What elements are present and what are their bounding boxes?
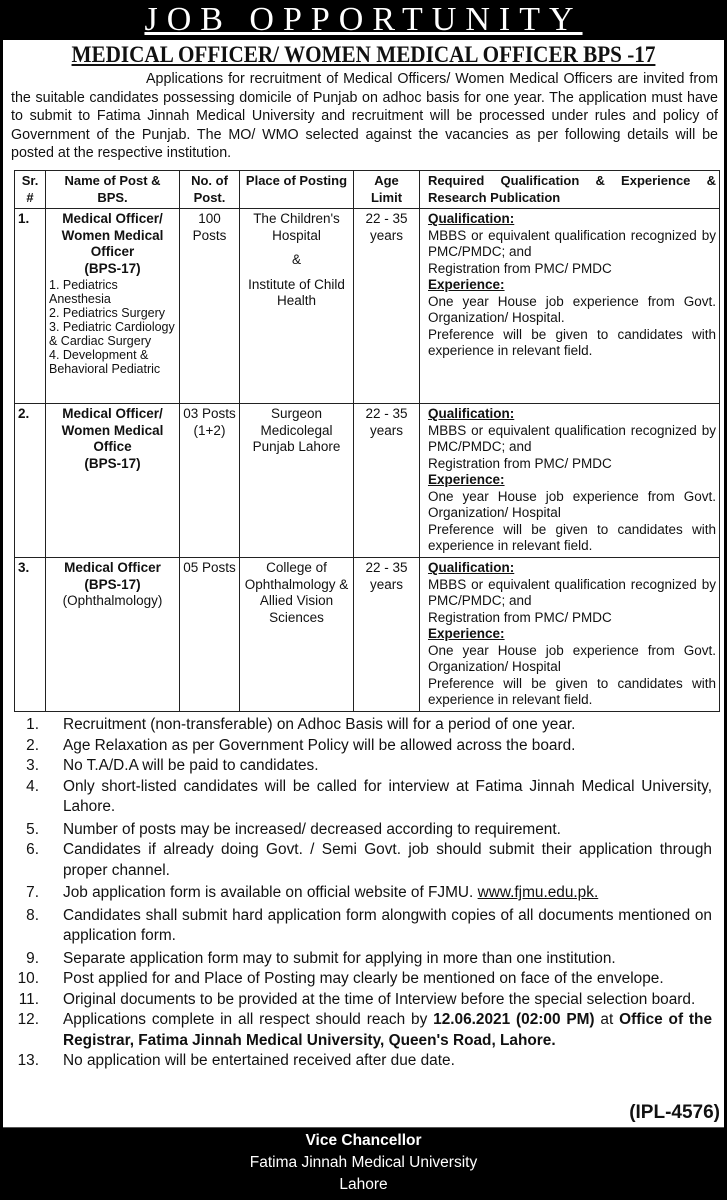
qualification-text: MBBS or equivalent qualification recognized by PMC/PMDC; and: [428, 227, 716, 259]
specialty-list: [49, 278, 176, 376]
specialty-item: 2. Pediatrics Surgery: [49, 306, 166, 320]
term-number: 12.: [17, 1011, 39, 1028]
website-link[interactable]: www.fjmu.edu.pk.: [477, 884, 599, 901]
experience-text: Preference will be given to candidates with experience in relevant field.: [428, 675, 716, 707]
experience-label: Experience:: [428, 472, 505, 487]
term-item: [3, 777, 724, 818]
row-sr: 3.: [15, 558, 46, 712]
term-number: 10.: [17, 970, 39, 987]
place-line: &: [291, 252, 301, 267]
signatory-title: Vice Chancellor: [305, 1132, 422, 1149]
row-age: 22 - 35 years: [354, 404, 420, 558]
qualification-text: Registration from PMC/ PMDC: [428, 609, 612, 625]
ad-title: JOB OPPORTUNITY: [0, 0, 727, 40]
col-post: Name of Post & BPS.: [46, 171, 180, 209]
intro-paragraph: Applications for recruitment of Medical Officers/ Women Medical Officers are invited from the suitable candidates possessing domicile of Punjab on adhoc basis for one year. The application must have to submit to Fatima Jinnah Medical University and recruitment will be processed under rules and policy of Government of the Punjab. The MO/ WMO selected against the vacancies as per following details will be posted at the respective institution.: [11, 71, 718, 161]
term-item: [3, 756, 724, 777]
ad-subtitle: MEDICAL OFFICER/ WOMEN MEDICAL OFFICER BPS -17: [71, 42, 656, 67]
term-text: [63, 1010, 712, 1051]
term-number: 8.: [26, 906, 39, 924]
row-sr: 1.: [15, 209, 46, 404]
address: Office of the Registrar, Fatima Jinnah Medical University, Queen's Road, Lahore.: [63, 1011, 713, 1049]
term-number: 7.: [26, 884, 39, 901]
experience-label: Experience:: [428, 626, 505, 641]
term-text: Candidates if already doing Govt. / Semi Govt. job should submit their application through proper channel.: [63, 841, 712, 879]
qualification-text: MBBS or equivalent qualification recognized by PMC/PMDC; and: [428, 422, 716, 454]
signatory-org: Fatima Jinnah Medical University: [249, 1154, 478, 1171]
post-bps: (BPS-17): [84, 576, 141, 592]
row-posts: 100 Posts: [180, 209, 240, 404]
row-age: 22 - 35 years: [354, 558, 420, 712]
col-qualification: Required Qualification & Experience & Research Publication: [420, 171, 720, 209]
specialty-item: 1. Pediatrics Anesthesia: [49, 278, 118, 306]
term-text: Post applied for and Place of Posting may clearly be mentioned on face of the envelope.: [63, 970, 664, 987]
row-qualification: [420, 404, 720, 558]
col-place: Place of Posting: [240, 171, 354, 209]
term-text-part: at: [600, 1011, 614, 1028]
row-qualification: [420, 209, 720, 404]
post-name: Medical Officer/ Women Medical Office: [61, 406, 164, 454]
reference-code: (IPL-4576): [629, 1102, 720, 1123]
experience-text: One year House job experience from Govt. Organization/ Hospital: [428, 642, 716, 674]
term-item: [3, 906, 724, 947]
term-text: No T.A/D.A will be paid to candidates.: [63, 757, 319, 774]
term-item: [3, 736, 724, 757]
row-post: [46, 558, 180, 712]
table-header-row: [15, 171, 720, 209]
term-text: No application will be entertained received after due date.: [63, 1052, 455, 1069]
post-bps: (BPS-17): [84, 260, 141, 276]
term-text: Original documents to be provided at the time of Interview before the special selection board.: [63, 990, 696, 1008]
row-posts: 05 Posts: [180, 558, 240, 712]
term-text-part: Applications complete in all respect should reach by: [63, 1011, 428, 1028]
specialty-item: 3. Pediatric Cardiology & Cardiac Surgery: [49, 320, 175, 348]
col-age: Age Limit: [354, 171, 420, 209]
posts-split: (1+2): [193, 422, 226, 438]
experience-text: Preference will be given to candidates with experience in relevant field.: [428, 521, 716, 553]
post-specialty: (Ophthalmology): [62, 593, 163, 608]
terms-list: [3, 715, 724, 1072]
term-number: 4.: [26, 777, 39, 795]
row-place: [240, 209, 354, 404]
table-row: [15, 209, 720, 404]
row-post: [46, 404, 180, 558]
row-place: College of Ophthalmology & Allied Vision Sciences: [240, 558, 354, 712]
qualification-label: Qualification:: [428, 406, 515, 421]
term-text: Candidates shall submit hard application form alongwith copies of all documents mentioned on application form.: [63, 906, 712, 944]
term-item: [3, 840, 724, 881]
qualification-label: Qualification:: [428, 211, 515, 226]
term-number: 6.: [26, 841, 39, 858]
table-row: [15, 558, 720, 712]
term-text: Separate application form may to submit for applying in more than one institution.: [63, 949, 616, 967]
experience-label: Experience:: [428, 277, 505, 292]
specialty-item: 4. Development & Behavioral Pediatric: [49, 348, 161, 376]
place-line: Institute of Child Health: [248, 276, 345, 308]
term-item: [3, 1051, 724, 1072]
signatory-city: Lahore: [339, 1176, 388, 1193]
post-name: Medical Officer: [64, 560, 161, 575]
term-text: Age Relaxation as per Government Policy will be allowed across the board.: [63, 736, 576, 754]
term-text: Recruitment (non-transferable) on Adhoc Basis will for a period of one year.: [63, 716, 576, 733]
term-item: [3, 949, 724, 970]
experience-text: One year House job experience from Govt. Organization/ Hospital: [428, 488, 716, 520]
term-item: [3, 820, 724, 841]
row-place: Surgeon Medicolegal Punjab Lahore: [240, 404, 354, 558]
col-sr: Sr. #: [15, 171, 46, 209]
post-name: Medical Officer/ Women Medical Officer: [61, 211, 164, 259]
table-row: [15, 404, 720, 558]
deadline: 12.06.2021 (02:00 PM): [433, 1011, 595, 1028]
term-number: 1.: [26, 716, 39, 733]
place-line: The Children's Hospital: [253, 211, 340, 243]
term-number: 9.: [26, 949, 39, 967]
term-number: 5.: [26, 820, 39, 838]
term-text: Number of posts may be increased/ decreased according to requirement.: [63, 820, 561, 838]
term-item: [3, 969, 724, 990]
qualification-text: Registration from PMC/ PMDC: [428, 260, 612, 276]
term-text: Only short-listed candidates will be called for interview at Fatima Jinnah Medical University, Lahore.: [63, 777, 712, 815]
post-bps: (BPS-17): [84, 455, 141, 471]
experience-text: One year House job experience from Govt. Organization/ Hospital.: [428, 293, 716, 325]
row-posts: [180, 404, 240, 558]
term-item: [3, 1010, 724, 1051]
col-no-posts: No. of Post.: [180, 171, 240, 209]
experience-text: Preference will be given to candidates with experience in relevant field.: [428, 326, 716, 358]
term-number: 2.: [26, 736, 39, 754]
term-text-part: Job application form is available on official website of FJMU.: [63, 884, 474, 901]
ad-body: [3, 40, 724, 1128]
row-post: [46, 209, 180, 404]
term-item: [3, 990, 724, 1011]
qualification-text: MBBS or equivalent qualification recognized by PMC/PMDC; and: [428, 576, 716, 608]
footer-signatory: [0, 1130, 727, 1196]
qualification-label: Qualification:: [428, 560, 515, 575]
term-number: 11.: [18, 990, 39, 1008]
term-item: [3, 715, 724, 736]
term-number: 13.: [17, 1052, 39, 1069]
row-sr: 2.: [15, 404, 46, 558]
row-age: 22 - 35 years: [354, 209, 420, 404]
row-qualification: [420, 558, 720, 712]
term-text: [63, 883, 712, 904]
posts-count: 03 Posts: [183, 406, 236, 421]
term-number: 3.: [26, 757, 39, 774]
qualification-text: Registration from PMC/ PMDC: [428, 455, 612, 471]
term-item: [3, 883, 724, 904]
vacancy-table: [14, 170, 720, 712]
